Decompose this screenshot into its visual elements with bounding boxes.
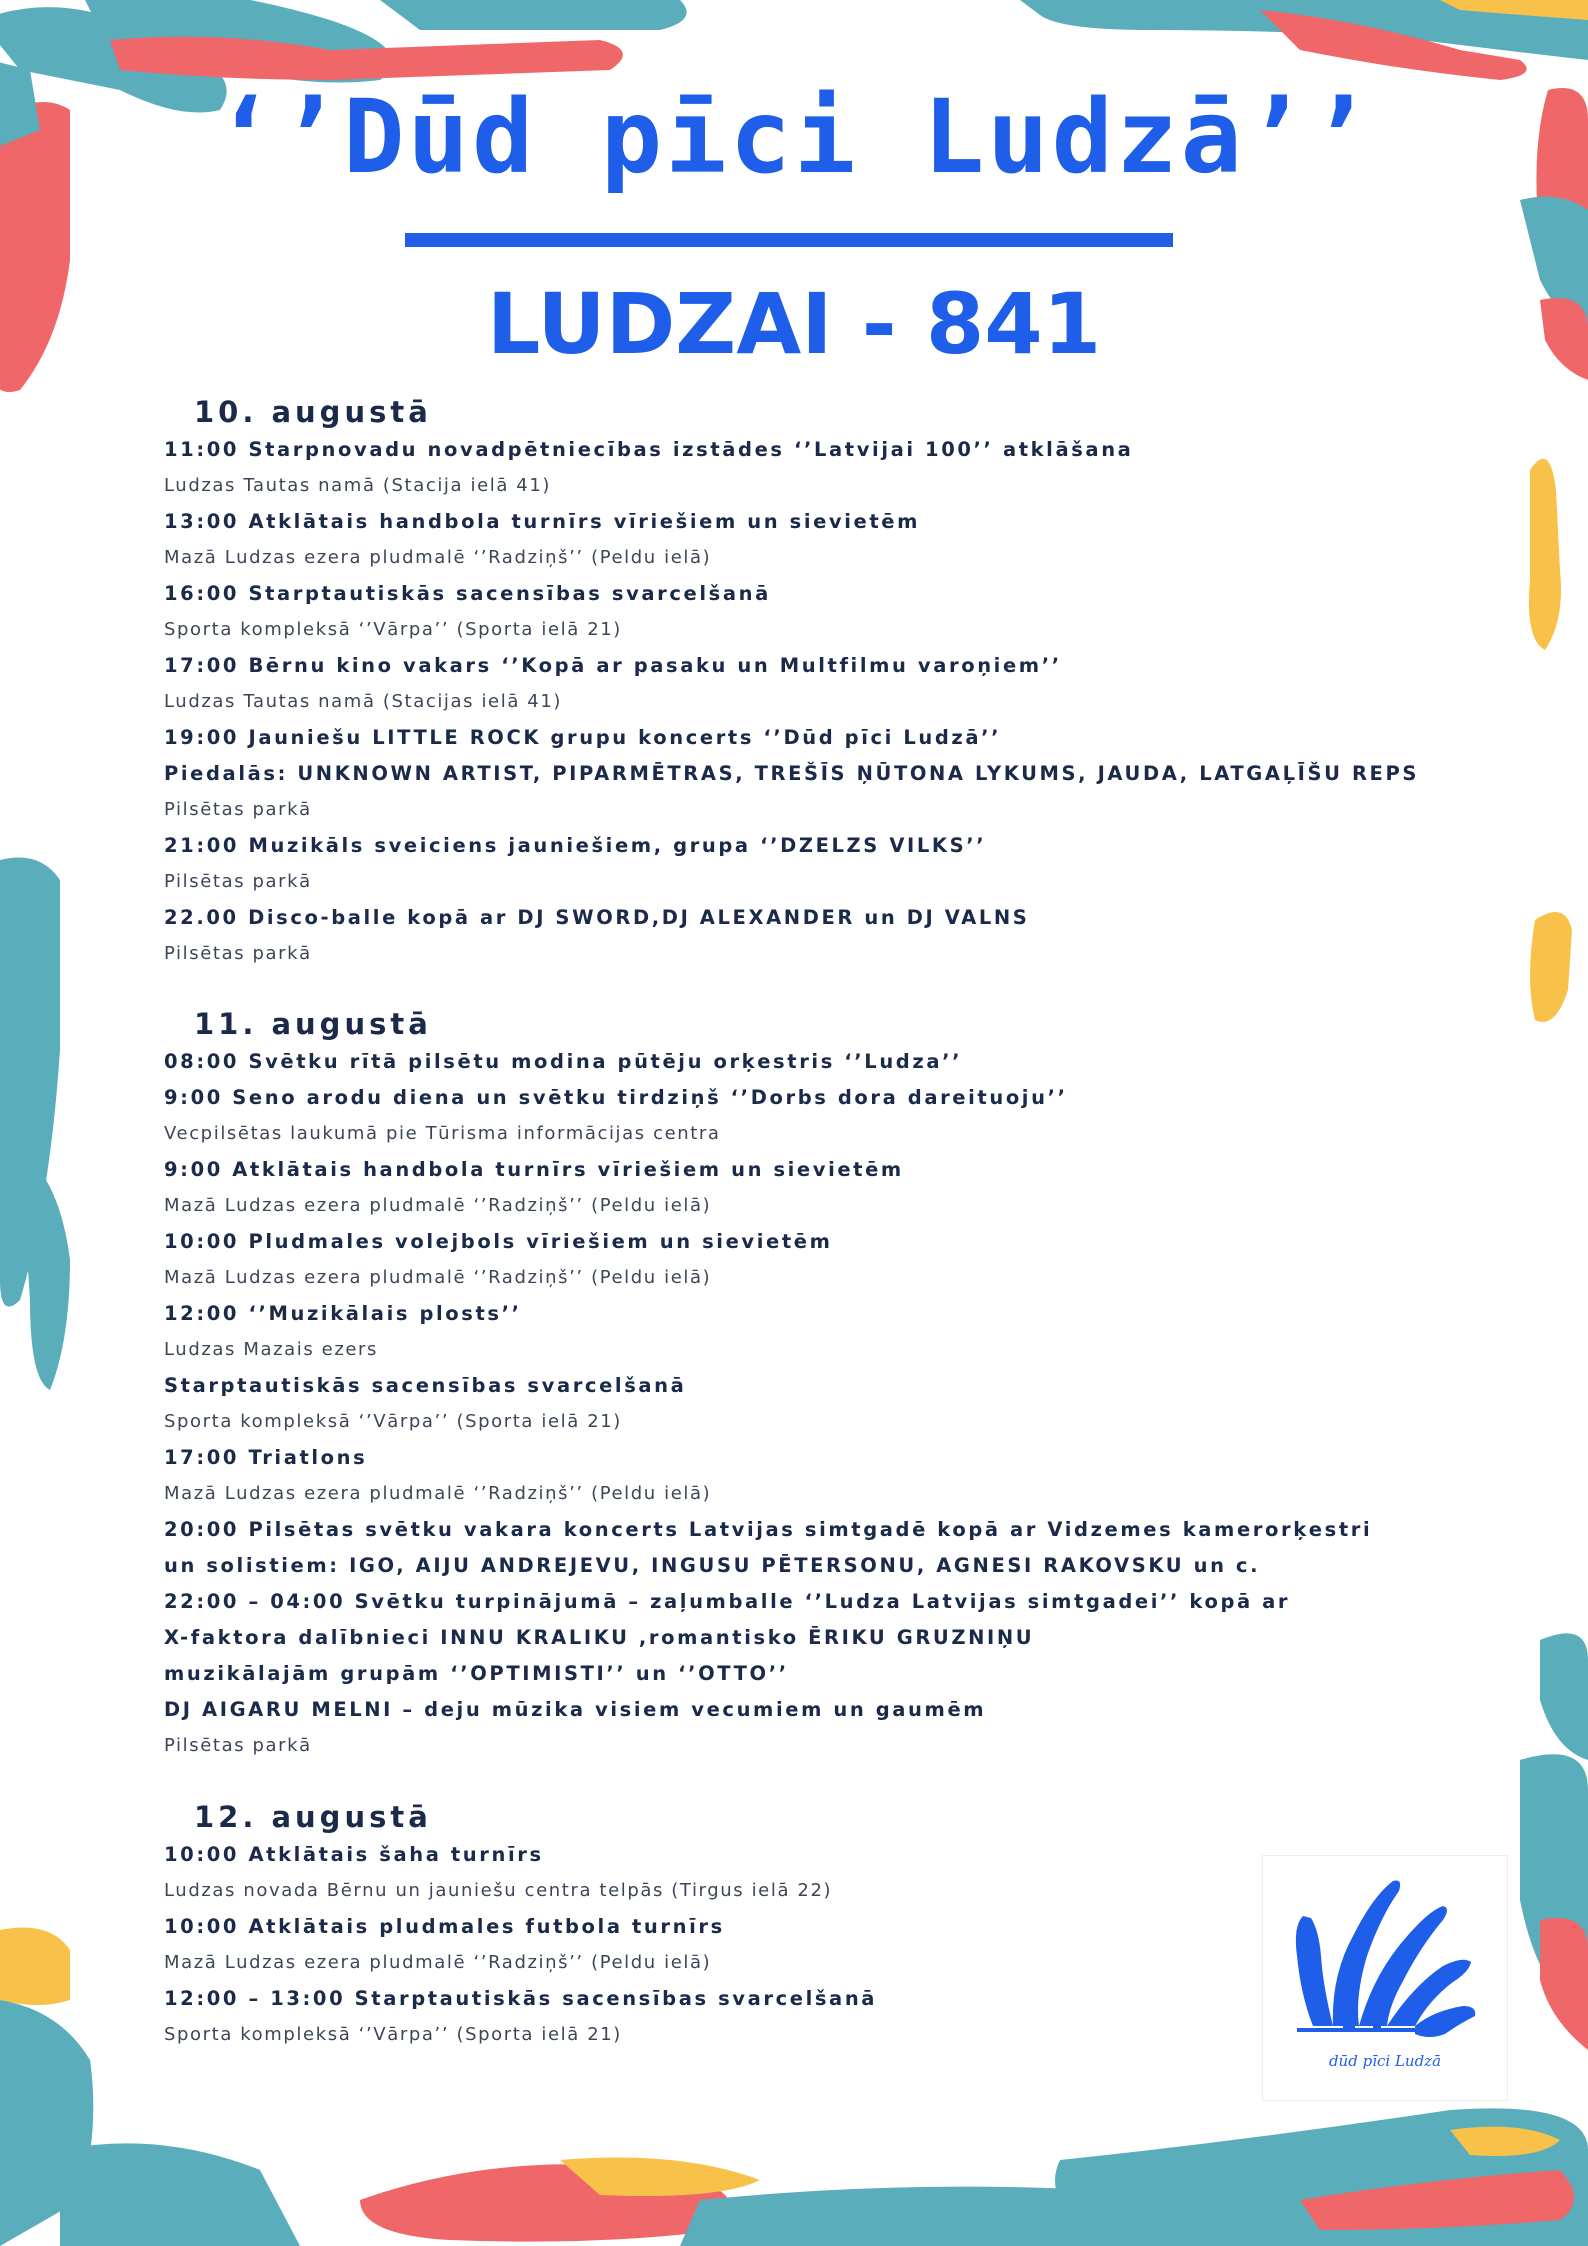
event-line: 21:00 Muzikāls sveiciens jauniešiem, grupa ‘’DZELZS VILKS’’ <box>164 834 987 857</box>
event-line: DJ AIGARU MELNI – deju mūzika visiem vecumiem un gaumēm <box>164 1698 987 1721</box>
event-line: 19:00 Jauniešu LITTLE ROCK grupu koncerts ‘’Dūd pīci Ludzā’’ <box>164 726 1002 749</box>
day-heading: 12. augustā <box>194 1800 432 1834</box>
day-section-1 <box>164 392 1504 972</box>
event-line: 17:00 Triatlons <box>164 1446 368 1469</box>
event-line: 13:00 Atklātais handbola turnīrs vīriešiem un sievietēm <box>164 510 921 533</box>
location-line: Pilsētas parkā <box>164 871 312 892</box>
event-line: Piedalās: UNKNOWN ARTIST, PIPARMĒTRAS, TREŠĪS ŅŪTONA LYKUMS, JAUDA, LATGAĻĪŠU REPS <box>164 762 1420 785</box>
location-line: Sporta kompleksā ‘’Vārpa’’ (Sporta ielā 21) <box>164 619 622 640</box>
event-line: 11:00 Starpnovadu novadpētniecības izstādes ‘’Latvijai 100’’ atklāšana <box>164 438 1134 461</box>
logo-caption: dūd pīci Ludzā <box>1328 2052 1442 2070</box>
event-line: 12:00 ‘’Muzikālais plosts’’ <box>164 1302 522 1325</box>
location-line: Mazā Ludzas ezera pludmalē ‘’Radziņš’’ (Peldu ielā) <box>164 1483 712 1504</box>
location-line: Mazā Ludzas ezera pludmalē ‘’Radziņš’’ (Peldu ielā) <box>164 1267 712 1288</box>
location-line: Pilsētas parkā <box>164 943 312 964</box>
event-line: Starptautiskās sacensības svarcelšanā <box>164 1374 687 1397</box>
location-line: Mazā Ludzas ezera pludmalē ‘’Radziņš’’ (Peldu ielā) <box>164 1195 712 1216</box>
event-line: 9:00 Seno arodu diena un svētku tirdziņš ‘’Dorbs dora dareituoju’’ <box>164 1086 1068 1109</box>
location-line: Mazā Ludzas ezera pludmalē ‘’Radziņš’’ (Peldu ielā) <box>164 1952 712 1973</box>
event-line: un solistiem: IGO, AIJU ANDREJEVU, INGUSU PĒTERSONU, AGNESI RAKOVSKU un c. <box>164 1554 1261 1577</box>
location-line: Sporta kompleksā ‘’Vārpa’’ (Sporta ielā 21) <box>164 2024 622 2045</box>
location-line: Ludzas Tautas namā (Stacijas ielā 41) <box>164 691 563 712</box>
title-divider <box>405 233 1173 247</box>
poster-subtitle: LUDZAI - 841 <box>486 275 1102 373</box>
day-heading: 10. augustā <box>194 395 432 429</box>
event-line: 16:00 Starptautiskās sacensības svarcelšanā <box>164 582 771 605</box>
poster-title: ‘’Dūd pīci Ludzā’’ <box>214 78 1374 197</box>
location-line: Pilsētas parkā <box>164 799 312 820</box>
event-line: 22.00 Disco-balle kopā ar DJ SWORD,DJ ALEXANDER un DJ VALNS <box>164 906 1030 929</box>
event-line: 9:00 Atklātais handbola turnīrs vīriešiem un sievietēm <box>164 1158 904 1181</box>
event-line: 08:00 Svētku rītā pilsētu modina pūtēju orķestris ‘’Ludza’’ <box>164 1050 963 1073</box>
festival-logo <box>1262 1855 1508 2101</box>
location-line: Ludzas Tautas namā (Stacija ielā 41) <box>164 475 552 496</box>
event-line: 12:00 – 13:00 Starptautiskās sacensības svarcelšanā <box>164 1987 878 2010</box>
event-line: X-faktora dalībnieci INNU KRALIKU ,romantisko ĒRIKU GRUZNIŅU <box>164 1626 1035 1649</box>
event-line: muzikālajām grupām ‘’OPTIMISTI’’ un ‘’OTTO’’ <box>164 1662 789 1685</box>
location-line: Sporta kompleksā ‘’Vārpa’’ (Sporta ielā 21) <box>164 1411 622 1432</box>
event-line: 10:00 Pludmales volejbols vīriešiem un sievietēm <box>164 1230 833 1253</box>
day-heading: 11. augustā <box>194 1007 432 1041</box>
event-line: 17:00 Bērnu kino vakars ‘’Kopā ar pasaku un Multfilmu varoņiem’’ <box>164 654 1062 677</box>
event-line: 10:00 Atklātais šaha turnīrs <box>164 1843 544 1866</box>
location-line: Mazā Ludzas ezera pludmalē ‘’Radziņš’’ (Peldu ielā) <box>164 547 712 568</box>
location-line: Ludzas Mazais ezers <box>164 1339 379 1360</box>
day-section-2 <box>164 1004 1504 1764</box>
location-line: Vecpilsētas laukumā pie Tūrisma informācijas centra <box>164 1123 721 1144</box>
event-line: 20:00 Pilsētas svētku vakara koncerts Latvijas simtgadē kopā ar Vidzemes kamerorķestri <box>164 1518 1373 1541</box>
event-line: 22:00 – 04:00 Svētku turpinājumā – zaļumballe ‘’Ludza Latvijas simtgadei’’ kopā ar <box>164 1590 1291 1613</box>
location-line: Pilsētas parkā <box>164 1735 312 1756</box>
event-line: 10:00 Atklātais pludmales futbola turnīrs <box>164 1915 725 1938</box>
location-line: Ludzas novada Bērnu un jauniešu centra telpās (Tirgus ielā 22) <box>164 1880 833 1901</box>
